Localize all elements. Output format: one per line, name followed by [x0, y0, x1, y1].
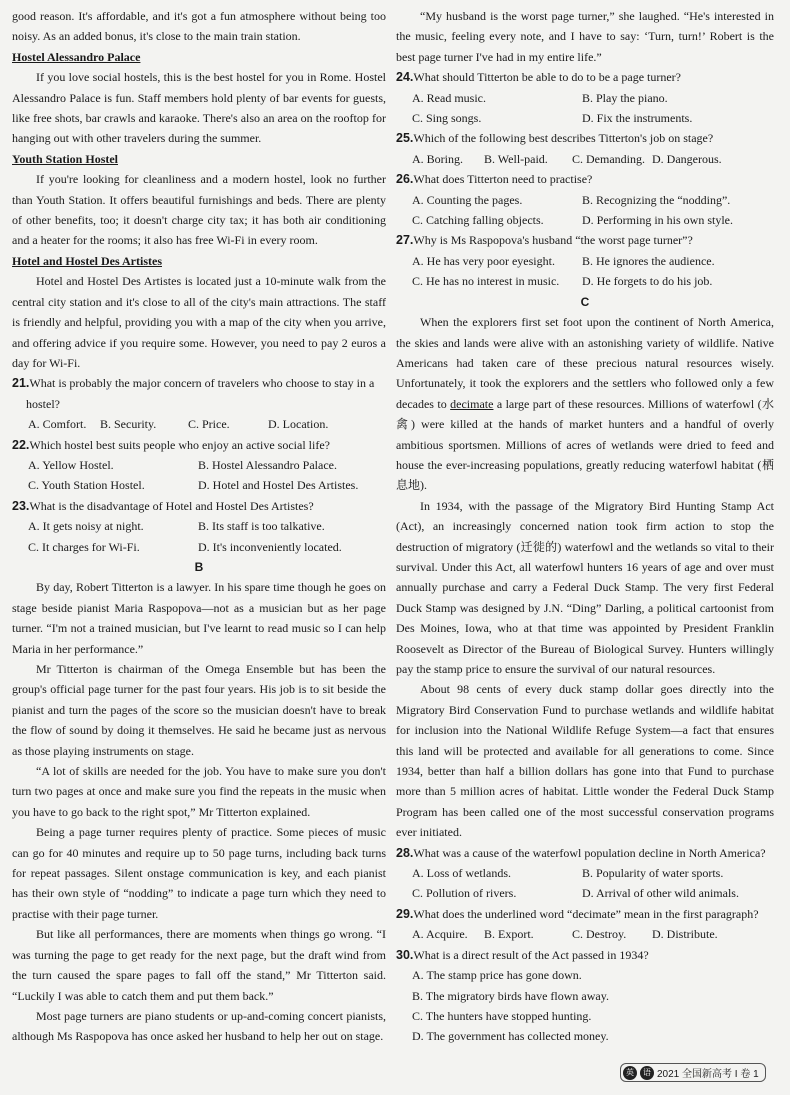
section-heading: Youth Station Hostel: [12, 151, 119, 166]
answer-option: D. He forgets to do his job.: [582, 274, 713, 289]
answer-option: B. The migratory birds have flown away.: [412, 988, 609, 1003]
answer-option: A. Boring.: [412, 151, 463, 166]
paragraph-text: Being a page turner requires plenty of practice. Some pieces of music can go for 40 minutes and require up to 50 page turns, including back turns for repeat passages. Silent onstage communication is key, and each pianist has their own style of “nodding” to indicate a page turn which they need to practise with their page turner.: [12, 825, 386, 921]
paragraph-text: good reason. It's affordable, and it's got a fun atmosphere without being too noisy. As an added bonus, it's close to the main train station.: [12, 9, 386, 44]
answer-option: A. The stamp price has gone down.: [412, 968, 582, 983]
paragraph-text: a large part of these resources. Millions of waterfowl (水禽) were killed at the hands of market hunters and a handful of overly ambitious sportsmen. Millions of acres of wetlands were dried to feed and house the ever-increasing populations, greatly reducing waterfowl habitat (栖息地).: [396, 396, 774, 493]
answer-options: [12, 516, 386, 557]
answer-option: B. Well-paid.: [484, 151, 548, 166]
answer-option: D. Dangerous.: [652, 151, 722, 166]
paragraph: [12, 1006, 386, 1047]
paragraph: [12, 67, 386, 149]
left-column: [12, 6, 386, 1047]
paragraph: [12, 169, 386, 251]
paragraph-text: But like all performances, there are moments when things go wrong. “I was turning the page to get ready for the next page, but the draft wind from the turn caused the spare pages to fall off the stand,” Mr Titterton said. “Luckily I was able to catch them and put them back.”: [12, 927, 386, 1003]
answer-options: [396, 965, 774, 1047]
paragraph: [396, 679, 774, 842]
answer-option: C. Demanding.: [572, 151, 645, 166]
answer-option: D. Location.: [268, 417, 329, 432]
answer-option: A. Acquire.: [412, 927, 468, 942]
answer-option: C. It charges for Wi-Fi.: [28, 539, 140, 554]
answer-option: D. Arrival of other wild animals.: [582, 886, 739, 901]
answer-option: B. He ignores the audience.: [582, 253, 715, 268]
answer-option: B. Its staff is too talkative.: [198, 519, 325, 534]
question-text: Why is Ms Raspopova's husband “the worst page turner”?: [413, 233, 693, 248]
question-number: 28.: [396, 845, 414, 860]
page-footer: [620, 1063, 766, 1082]
answer-options: [396, 924, 774, 944]
paragraph: [12, 822, 386, 924]
right-column: [396, 6, 774, 1047]
answer-option: C. Price.: [188, 417, 230, 432]
paragraph-text: Hotel and Hostel Des Artistes is located just a 10-minute walk from the central city station and it's close to all of the city's main attractions. The staff is friendly and helpful, providing you with a map of the city when you arrive, and offering advice if you require some. However, you need to pay 2 euros a day for Wi-Fi.: [12, 274, 386, 370]
question-number: 29.: [396, 906, 414, 921]
passage-label: C: [580, 294, 590, 309]
subject-badge: 英: [623, 1066, 637, 1080]
section-heading: Hostel Alessandro Palace: [12, 49, 141, 64]
paragraph-text: Most page turners are piano students or up-and-coming concert pianists, although Ms Raspopova has once asked her husband to help her out on stage.: [12, 1008, 386, 1044]
paragraph: [12, 577, 386, 659]
answer-option: C. Pollution of rivers.: [412, 886, 517, 901]
question: [12, 435, 386, 455]
question: [396, 128, 774, 148]
paragraph: [396, 312, 774, 496]
paragraph-text: “My husband is the worst page turner,” she laughed. “He's interested in the music, feeling every note, and I have to say: ‘Turn, turn!’ Robert is the best page turner I've had in my entire life.”: [396, 9, 774, 64]
question: [12, 496, 386, 516]
question-number: 27.: [396, 233, 414, 248]
question-text: What is probably the major concern of travelers who choose to stay in a hostel?: [26, 376, 375, 411]
answer-option: C. Catching falling objects.: [412, 213, 544, 228]
question: [396, 67, 774, 87]
answer-option: B. Hostel Alessandro Palace.: [198, 457, 337, 472]
section-heading: Hotel and Hostel Des Artistes: [12, 253, 162, 268]
answer-option: B. Recognizing the “nodding”.: [582, 192, 731, 207]
answer-option: A. Counting the pages.: [412, 192, 523, 207]
answer-option: D. Distribute.: [652, 927, 718, 942]
answer-option: A. Read music.: [412, 90, 486, 105]
answer-option: B. Popularity of water sports.: [582, 866, 724, 881]
paragraph-text: Mr Titterton is chairman of the Omega Ensemble but has been the group's official page turner for the past four years. His job is to sit beside the pianist and turn the pages of the score so the musician doesn't have to break the flow of sound by doing it themselves. He said he became just as nervous as those playing instruments on stage.: [12, 662, 386, 758]
underlined-word: decimate: [450, 396, 494, 411]
question: [396, 169, 774, 189]
answer-options: [396, 190, 774, 231]
answer-option: C. He has no interest in music.: [412, 274, 560, 289]
answer-option: B. Security.: [100, 417, 157, 432]
answer-option: C. Sing songs.: [412, 111, 482, 126]
answer-option: A. It gets noisy at night.: [28, 519, 144, 534]
question-text: What should Titterton be able to do to be a page turner?: [413, 70, 681, 85]
question-number: 23.: [12, 498, 30, 513]
question-text: Which hostel best suits people who enjoy an active social life?: [29, 437, 330, 452]
answer-option: C. Destroy.: [572, 927, 627, 942]
answer-option: A. Loss of wetlands.: [412, 866, 511, 881]
question-number: 24.: [396, 70, 414, 85]
answer-option: A. Yellow Hostel.: [28, 457, 114, 472]
paragraph: [12, 6, 386, 47]
answer-option: B. Export.: [484, 927, 534, 942]
paragraph-text: When the explorers first set foot upon the continent of North America, the skies and lands were alive with an astonishing variety of wildlife. Native Americans had taken care of these precious natural resources wisely. Unfortunately, it took the explorers and the settlers who followed only a few decades to: [396, 315, 774, 411]
answer-option: D. The government has collected money.: [412, 1029, 609, 1044]
paragraph-text: In 1934, with the passage of the Migratory Bird Hunting Stamp Act (Act), an increasingly concerned nation took firm action to stop the destruction of migratory (迁徙的) waterfowl and the wetlands so vital to their survival. Under this Act, all waterfowl hunters 16 years of age and over must annually purchase and carry a Federal Duck Stamp. The very first Federal Duck Stamp was designed by J.N. “Ding” Darling, a political cartoonist from Des Moines, Iowa, who at that time was appointed by President Franklin Roosevelt as Director of the Bureau of Biological Survey. Hunters willingly pay the stamp price to ensure the survival of our natural resources.: [396, 498, 774, 676]
answer-options: [12, 414, 386, 434]
paragraph: [396, 6, 774, 67]
answer-option: C. Youth Station Hostel.: [28, 478, 145, 493]
footer-text: 2021 全国新高考 I 卷 1: [657, 1069, 759, 1080]
answer-option: D. Fix the instruments.: [582, 111, 693, 126]
question: [396, 904, 774, 924]
question: [396, 945, 774, 965]
question-text: What is a direct result of the Act passed in 1934?: [413, 947, 649, 962]
question: [12, 373, 386, 414]
paragraph: [12, 761, 386, 822]
paragraph: [396, 496, 774, 680]
answer-options: [396, 149, 774, 169]
answer-option: D. Hotel and Hostel Des Artistes.: [198, 478, 359, 493]
question-text: What does the underlined word “decimate” mean in the first paragraph?: [413, 906, 759, 921]
subject-badge: 语: [640, 1066, 654, 1080]
passage-label: B: [194, 559, 204, 574]
answer-option: A. He has very poor eyesight.: [412, 253, 555, 268]
paragraph-text: About 98 cents of every duck stamp dollar goes directly into the Migratory Bird Conservation Fund to purchase wetlands and wildlife habitat for inclusion into the National Wildlife Refuge System—a fact that ensures this land will be protected and available for all generations to come. Since 1934, better than half a billion dollars has gone into that Fund to purchase more than 5 million acres of habitat. Little wonder the Federal Duck Stamp Program has been called one of the most successful conservation programs ever initiated.: [396, 682, 774, 840]
question-number: 21.: [12, 376, 30, 391]
question-text: What is the disadvantage of Hotel and Hostel Des Artistes?: [29, 498, 314, 513]
question-number: 25.: [396, 131, 414, 146]
paragraph-text: By day, Robert Titterton is a lawyer. In his spare time though he goes on stage beside pianist Maria Raspopova—not as a musician but as her page turner. “I'm not a trained musician, but I've learnt to read music so I can help Maria in her performance.”: [12, 580, 386, 656]
paragraph-text: If you're looking for cleanliness and a modern hostel, look no further than Youth Station. It offers beautiful furnishings and beds. There are plenty of other benefits, too; it doesn't charge city tax; it has both air conditioning and a heater for the rooms; it also has free Wi-Fi in every room.: [12, 172, 386, 248]
paragraph: [12, 924, 386, 1006]
question-number: 22.: [12, 437, 30, 452]
answer-options: [396, 863, 774, 904]
paragraph-text: “A lot of skills are needed for the job. You have to make sure you don't turn two pages at once and make sure you find the repeats in the music when you have to go back to the right spot,” Mr Titterton explained.: [12, 764, 386, 819]
answer-option: C. The hunters have stopped hunting.: [412, 1008, 592, 1023]
answer-options: [396, 251, 774, 292]
paragraph: [12, 271, 386, 373]
question-number: 26.: [396, 172, 414, 187]
answer-option: B. Play the piano.: [582, 90, 668, 105]
question-text: What does Titterton need to practise?: [413, 172, 593, 187]
question-text: What was a cause of the waterfowl population decline in North America?: [413, 845, 766, 860]
paragraph-text: If you love social hostels, this is the best hostel for you in Rome. Hostel Alessandro Palace is fun. Staff members hold plenty of bar events for guests, like free shots, bar crawls and karaoke. There's also an area on the rooftop for hanging out with other travelers during the summer.: [12, 70, 386, 146]
answer-option: D. It's inconveniently located.: [198, 539, 342, 554]
question: [396, 230, 774, 250]
question-text: Which of the following best describes Titterton's job on stage?: [413, 131, 714, 146]
question-number: 30.: [396, 947, 414, 962]
answer-options: [396, 88, 774, 129]
answer-options: [12, 455, 386, 496]
answer-option: D. Performing in his own style.: [582, 213, 733, 228]
answer-option: A. Comfort.: [28, 417, 87, 432]
paragraph: [12, 659, 386, 761]
question: [396, 843, 774, 863]
